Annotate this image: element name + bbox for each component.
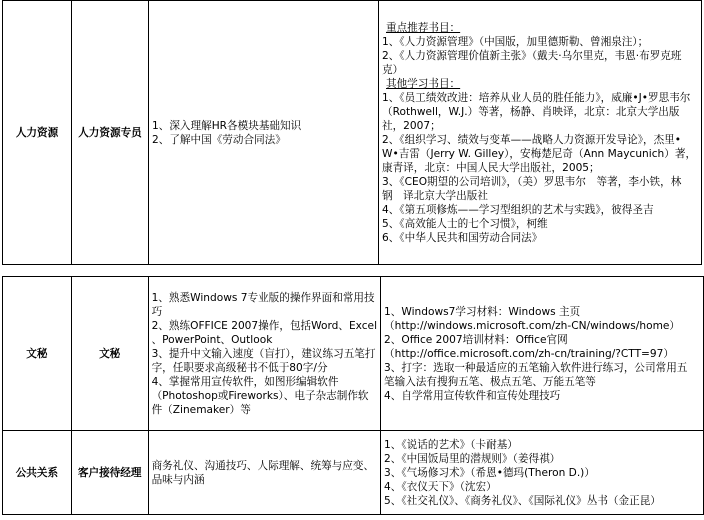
book-line: 康青译，北京：中国人民大学出版社，2005；	[382, 161, 600, 174]
skill-line: 商务礼仪、沟通技巧、人际理解、统筹与应变、	[151, 459, 375, 472]
resource-line: （http://windows.microsoft.com/zh-CN/windows/home）	[384, 319, 681, 332]
book-line: W•吉雷（Jerry W. Gilley），安梅楚尼奇（Ann Maycunich）著，	[382, 147, 697, 160]
book-line: 5、《高效能人士的七个习惯》，柯维	[382, 217, 548, 230]
skill-line: 3、提升中文输入速度（盲打），建议练习五笔打	[151, 347, 376, 360]
books-cell	[379, 1, 702, 265]
book-line: 5、《社交礼仪》、《商务礼仪》、《国际礼仪》丛书（金正昆）	[384, 494, 661, 507]
book-line: 社，2007；	[382, 119, 441, 132]
resource-line: 2、Office 2007培训材料：Office官网	[384, 333, 568, 346]
books-cell	[381, 431, 704, 515]
skill-line: （Photoshop或Fireworks）、电子杂志制作软	[151, 389, 369, 402]
resource-line: 4、自学常用宣传软件和宣传处理技巧	[384, 389, 561, 402]
book-line: 6、《中华人民共和国劳动合同法》	[382, 231, 543, 244]
book-line: 2、《人力资源管理价值新主张》（戴夫·乌尔里克，韦恩·布罗克班	[382, 49, 682, 62]
table-row	[3, 277, 704, 431]
book-line: 1、《说话的艺术》（卡耐基）	[384, 438, 518, 451]
skill-line: 2、熟练OFFICE 2007操作，包括Word、Excel	[151, 319, 378, 332]
skill-line: 、PowerPoint、Outlook	[151, 333, 273, 346]
other-books-header: 其他学习书目：	[386, 77, 461, 90]
book-line: 2、《组织学习、绩效与变革——战略人力资源开发导论》，杰里•	[382, 133, 682, 146]
skills-cell	[148, 277, 380, 431]
skill-line: 品味与内涵	[151, 473, 205, 486]
skill-line: 件（Zinemaker）等	[151, 403, 251, 416]
skill-line: 1、深入理解HR各模块基础知识	[152, 119, 302, 132]
table-row	[3, 431, 704, 515]
book-line: 3、《CEO期望的公司培训》，（美）罗思韦尔 等著，李小铁，林	[382, 175, 682, 188]
resources-cell	[381, 277, 704, 431]
role-cell: 人力资源专员	[72, 1, 149, 265]
resource-line: （http://office.microsoft.com/zh-cn/training/?CTT=97）	[384, 347, 675, 360]
book-line: 克）	[382, 63, 404, 76]
book-line: 钢 译北京大学出版社	[382, 189, 488, 202]
book-line: 2、《中国饭局里的潜规则》（姜得祺）	[384, 452, 561, 465]
category-cell: 人力资源	[3, 1, 72, 265]
hr-table	[2, 0, 702, 265]
role-cell: 文秘	[71, 277, 148, 431]
skill-line: 1、熟悉Windows 7专业版的操作界面和常用技	[151, 291, 375, 304]
book-line: 1、《员工绩效改进：培养从业人员的胜任能力》，威廉•J•罗思韦尔	[382, 91, 691, 104]
table-row	[3, 1, 702, 265]
resource-line: 笔输入法有搜狗五笔、极点五笔、万能五笔等	[384, 375, 596, 388]
skill-line: 2、了解中国《劳动合同法》	[152, 133, 286, 146]
resource-line: 3、打字：选取一种最适应的五笔输入软件进行练习，公司常用五	[384, 361, 688, 374]
skill-line: 字，任职要求高级秘书不低于80字/分	[151, 361, 328, 374]
skill-line: 4、掌握常用宣传软件，如图形编辑软件	[151, 375, 339, 388]
resource-line: 1、Windows7学习材料：Windows 主页	[384, 305, 581, 318]
books-header: 重点推荐书目：	[386, 21, 461, 34]
book-line: 4、《衣仪天下》（沈宏）	[384, 480, 497, 493]
book-line: 4、《第五项修炼——学习型组织的艺术与实践》，彼得圣吉	[382, 203, 654, 216]
skills-cell	[149, 1, 379, 265]
category-cell: 公共关系	[3, 431, 72, 515]
secretary-pr-table	[2, 276, 704, 515]
skill-line: 巧	[151, 305, 163, 318]
book-line: 1、《人力资源管理》（中国版，加里德斯勒、曾湘泉注）；	[382, 35, 649, 48]
category-cell: 文秘	[3, 277, 72, 431]
book-line: （Rothwell，W.J.）等著，杨静、肖映译，北京：北京大学出版	[382, 105, 680, 118]
skills-cell	[148, 431, 380, 515]
book-line: 3、《气场修习术》（希恩•德玛(Theron D.)）	[384, 466, 595, 479]
role-cell: 客户接待经理	[71, 431, 148, 515]
